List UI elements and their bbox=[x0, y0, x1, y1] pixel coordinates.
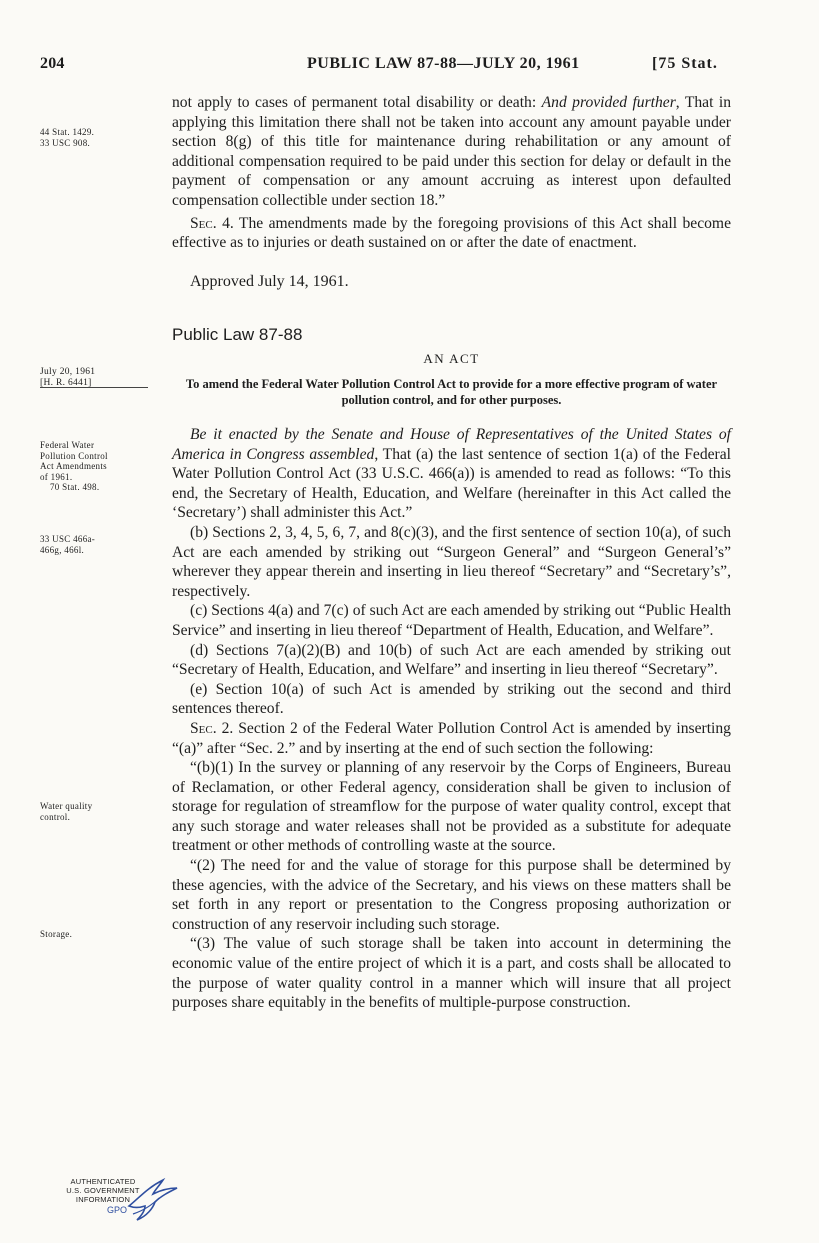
eagle-icon bbox=[125, 1176, 179, 1222]
margin-water-quality: Water quality control. bbox=[40, 801, 93, 822]
paragraph-b1: “(b)(1) In the survey or planning of any reservoir by the Corps of Engineers, Bureau of Reclamation, or other Federal agency, consideration shall be given to inclusion of storage for regulation of streamflow for the purpose of water quality control, except that any such storage and water releases shall not be provided as a substitute for adequate treatment or other methods of controlling waste at the source. bbox=[172, 759, 731, 855]
page-number: 204 bbox=[40, 55, 65, 72]
margin-citation: 44 Stat. 1429. 33 USC 908. bbox=[40, 127, 95, 148]
section-2: Sec. 2. Section 2 of the Federal Water Pollution Control Act is amended by inserting “(a)” after “Sec. 2.” and by inserting at the end of such section the following: bbox=[172, 719, 731, 757]
enacting-clause: Be it enacted by the Senate and House of Representatives of the United States of America in Congress assembled, That (a) the last sentence of section 1(a) of the Federal Water Pollution Control Act (33 U.S.C. 466(a)) is amended to read as follows: “To this end, the Secretary of Health, Education, and Welfare (hereinafter in this Act called the ‘Secretary’) shall administer this Act.” bbox=[172, 426, 731, 522]
subsection-b: (b) Sections 2, 3, 4, 5, 6, 7, and 8(c)(3), and the first sentence of section 10(a), of such Act are each amended by striking out “Surgeon General” and “Surgeon General’s” wherever they appear therein and inserting in lieu thereof “Secretary” and “Secretary’s”, respectively. bbox=[172, 523, 731, 600]
continued-section bbox=[172, 93, 731, 253]
act-body bbox=[172, 425, 731, 1013]
margin-storage: Storage. bbox=[40, 929, 73, 939]
act-purpose: To amend the Federal Water Pollution Control Act to provide for a more effective program of water pollution control, and for other purposes. bbox=[185, 377, 718, 407]
an-act-heading: AN ACT bbox=[423, 351, 480, 366]
volume-reference: [75 Stat. bbox=[652, 55, 718, 72]
subsection-e: (e) Section 10(a) of such Act is amended by striking out the second and third sentences thereof. bbox=[172, 680, 731, 718]
approval-date: Approved July 14, 1961. bbox=[190, 273, 349, 290]
subsection-d: (d) Sections 7(a)(2)(B) and 10(b) of such Act are each amended by striking out “Secretary of Health, Education, and Welfare” and inserting in lieu thereof “Secretary”. bbox=[172, 641, 731, 679]
paragraph-limitation: not apply to cases of permanent total disability or death: And provided further, That in applying this limitation there shall not be taken into account any amount payable under section 8(g) of this title for maintenance during rehabilitation or any amount of additional compensation required to be paid under this section for delay or default in the payment of compensation or any amount accruing as interest upon defaulted compensation collectible under section 18.” bbox=[172, 94, 731, 209]
margin-short-title: Federal Water Pollution Control Act Amendments of 1961. 70 Stat. 498. bbox=[40, 440, 108, 492]
subsection-c: (c) Sections 4(a) and 7(c) of such Act are each amended by striking out “Public Health Service” and inserting in lieu thereof “Department of Health, Education, and Welfare”. bbox=[172, 602, 731, 639]
paragraph-b3: “(3) The value of such storage shall be taken into account in determining the economic value of the entire project of which it is a part, and costs shall be allocated to the purpose of water quality control in a manner which will insure that all project purposes share equitably in the benefits of multiple-purpose construction. bbox=[172, 935, 731, 1012]
margin-usc: 33 USC 466a- 466g, 466l. bbox=[40, 534, 96, 555]
section-4: Sec. 4. The amendments made by the foregoing provisions of this Act shall become effective as to injuries or death sustained on or after the date of enactment. bbox=[172, 214, 731, 252]
running-head: PUBLIC LAW 87-88—JULY 20, 1961 bbox=[307, 55, 580, 72]
gpo-authentication-seal: AUTHENTICATED U.S. GOVERNMENT INFORMATION GPO bbox=[55, 1178, 185, 1223]
margin-rule bbox=[40, 387, 148, 388]
paragraph-b2: “(2) The need for and the value of storage for this purpose shall be determined by these agencies, with the advice of the Secretary, and his views on these matters shall be set forth in any report or presentation to the Congress proposing authorization or construction of any reservoir including such storage. bbox=[172, 857, 731, 933]
law-title: Public Law 87-88 bbox=[172, 325, 303, 344]
margin-date-bill: July 20, 1961 [H. R. 6441] bbox=[40, 367, 96, 388]
